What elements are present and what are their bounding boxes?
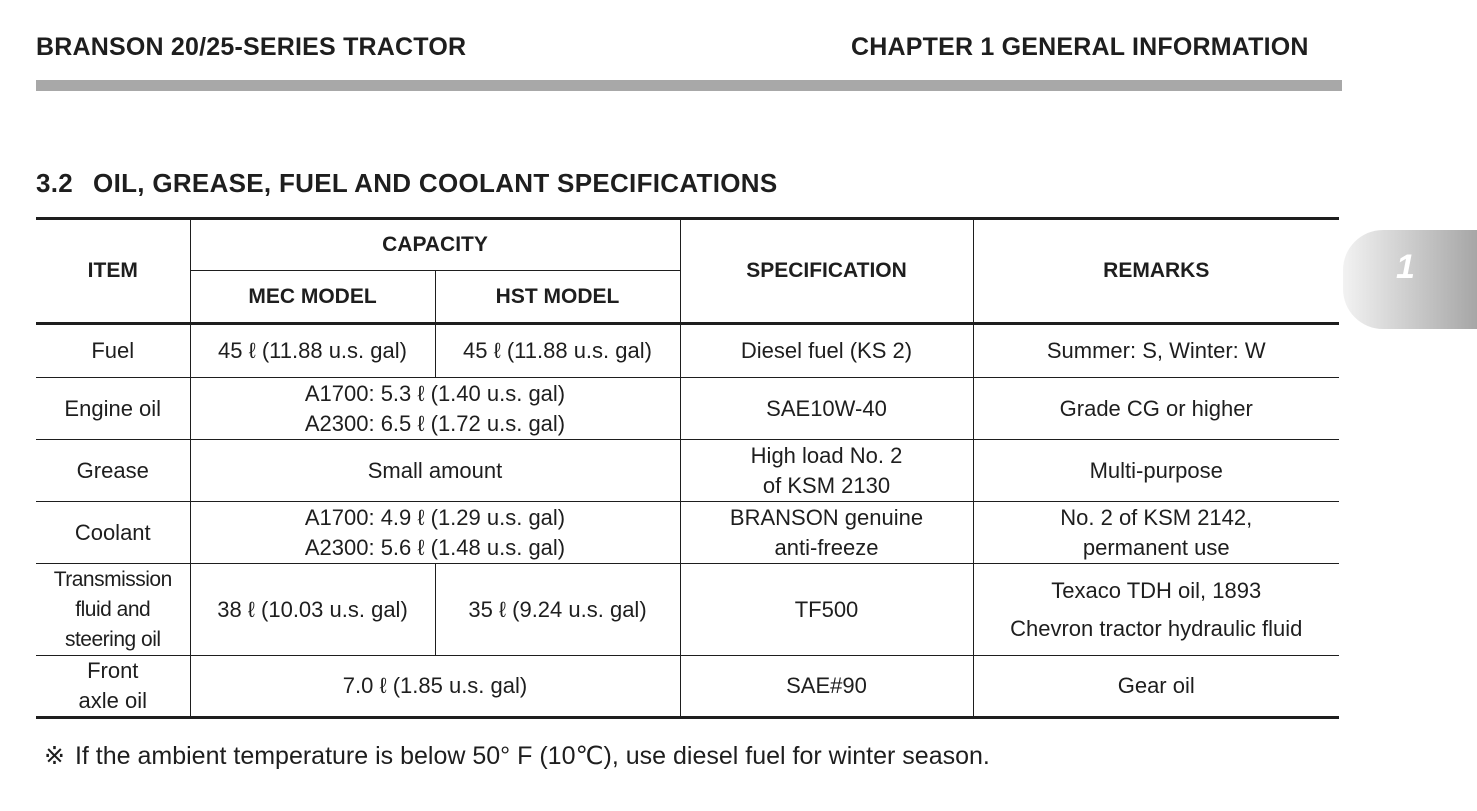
remarks-cell: Multi-purpose (973, 440, 1339, 502)
header-specification: SPECIFICATION (680, 219, 973, 324)
capacity-cell: 7.0 ℓ (1.85 u.s. gal) (190, 656, 680, 718)
specification-line: High load No. 2 (750, 442, 903, 468)
header-mec-model: MEC MODEL (190, 271, 435, 324)
item-line: Front (87, 658, 139, 683)
hst-capacity-cell: 45 ℓ (11.88 u.s. gal) (435, 324, 680, 378)
remarks-line: Texaco TDH oil, 1893 (1051, 577, 1262, 603)
mec-capacity-cell: 38 ℓ (10.03 u.s. gal) (190, 564, 435, 656)
specification-cell: SAE#90 (680, 656, 973, 718)
table-row (36, 564, 1339, 656)
chapter-tab (1343, 230, 1477, 329)
capacity-line: A1700: 4.9 ℓ (1.29 u.s. gal) (304, 504, 566, 530)
remarks-cell: Grade CG or higher (973, 378, 1339, 440)
capacity-cell: Small amount (190, 440, 680, 502)
item-cell (36, 656, 190, 718)
remarks-cell: Summer: S, Winter: W (973, 324, 1339, 378)
capacity-cell (190, 378, 680, 440)
remarks-cell: Gear oil (973, 656, 1339, 718)
item-cell (36, 564, 190, 656)
hst-capacity-cell: 35 ℓ (9.24 u.s. gal) (435, 564, 680, 656)
remarks-line: No. 2 of KSM 2142, (1060, 504, 1253, 530)
header-capacity: CAPACITY (190, 219, 680, 271)
capacity-line: A1700: 5.3 ℓ (1.40 u.s. gal) (304, 380, 566, 406)
table-row (36, 440, 1339, 502)
item-cell: Coolant (36, 502, 190, 564)
item-line: axle oil (78, 688, 147, 713)
item-line: fluid and (75, 597, 151, 621)
capacity-line: A2300: 6.5 ℓ (1.72 u.s. gal) (304, 410, 566, 436)
section-title-text: OIL, GREASE, FUEL AND COOLANT SPECIFICATIONS (93, 168, 778, 198)
specification-line: anti-freeze (774, 534, 879, 560)
table-row (36, 378, 1339, 440)
table-row (36, 324, 1339, 378)
chapter-header-title: CHAPTER 1 GENERAL INFORMATION (851, 33, 1309, 61)
specification-cell: TF500 (680, 564, 973, 656)
specification-cell (680, 440, 973, 502)
remarks-cell (973, 502, 1339, 564)
footnote-text: If the ambient temperature is below 50° F (10℃), use diesel fuel for winter season. (74, 742, 990, 770)
item-cell: Grease (36, 440, 190, 502)
remarks-cell (973, 564, 1339, 656)
chapter-tab-number: 1 (1396, 248, 1415, 286)
specification-cell: Diesel fuel (KS 2) (680, 324, 973, 378)
header-item: ITEM (36, 219, 190, 324)
table-row (36, 502, 1339, 564)
specification-line: of KSM 2130 (762, 472, 891, 498)
document-header-title: BRANSON 20/25-SERIES TRACTOR (36, 33, 467, 61)
header-hst-model: HST MODEL (435, 271, 680, 324)
table-row (36, 656, 1339, 718)
specification-cell (680, 502, 973, 564)
mec-capacity-cell: 45 ℓ (11.88 u.s. gal) (190, 324, 435, 378)
footnote (44, 741, 990, 771)
header-remarks: REMARKS (973, 219, 1339, 324)
item-cell: Engine oil (36, 378, 190, 440)
item-line: Transmission (53, 567, 172, 591)
remarks-line: permanent use (1082, 534, 1230, 560)
capacity-cell (190, 502, 680, 564)
item-line: steering oil (64, 627, 161, 651)
section-heading (36, 168, 777, 199)
specifications-table (36, 217, 1339, 719)
specification-line: BRANSON genuine (729, 504, 924, 530)
header-divider (36, 80, 1342, 91)
section-number: 3.2 (36, 168, 74, 198)
reference-mark-icon: ※ (44, 742, 65, 770)
item-cell: Fuel (36, 324, 190, 378)
specification-cell: SAE10W-40 (680, 378, 973, 440)
remarks-line: Chevron tractor hydraulic fluid (1010, 615, 1303, 641)
capacity-line: A2300: 5.6 ℓ (1.48 u.s. gal) (304, 534, 566, 560)
